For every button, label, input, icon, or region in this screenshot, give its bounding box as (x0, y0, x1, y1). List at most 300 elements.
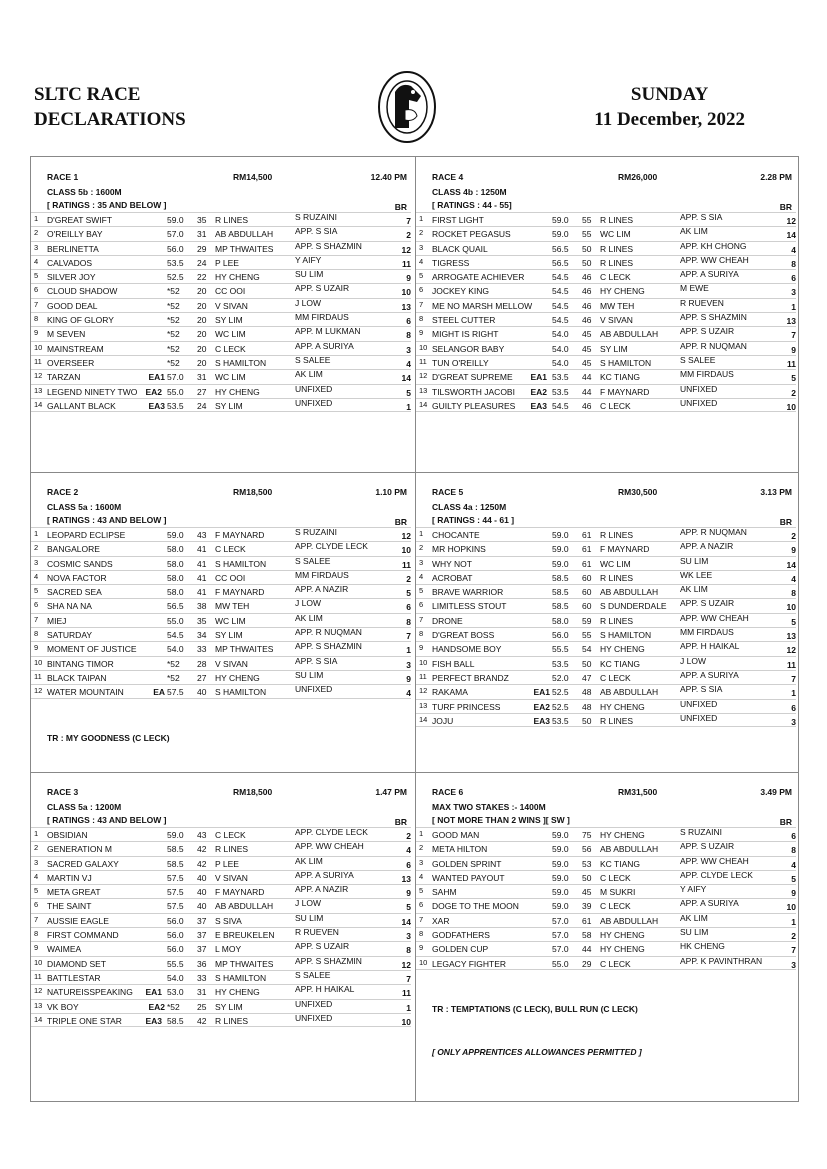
runner-number: 8 (419, 929, 424, 939)
jockey-name: P LEE (215, 858, 239, 869)
br-header: BR (779, 202, 792, 212)
horse-rating: 61 (582, 915, 592, 926)
runner-number: 8 (34, 629, 39, 639)
horse-weight: 57.0 (167, 372, 184, 383)
horse-weight: *52 (167, 300, 180, 311)
runner-number: 1 (34, 829, 39, 838)
trainer-name: APP. S SHAZMIN (295, 955, 362, 966)
horse-rating: 61 (582, 530, 592, 540)
runner-number: 2 (34, 228, 39, 238)
horse-rating: 44 (582, 944, 592, 955)
horse-weight: 59.0 (552, 215, 569, 225)
runner-row (31, 598, 411, 612)
header-title-line1: SLTC RACE (34, 84, 141, 105)
trainer-name: S SALEE (680, 354, 716, 365)
horse-rating: 39 (582, 901, 592, 912)
horse-rating: 46 (582, 286, 592, 297)
trainer-name: S SALEE (295, 354, 331, 365)
horse-name-text: MAINSTREAM (47, 343, 104, 354)
horse-name (432, 557, 472, 571)
runner-row (31, 398, 411, 412)
horse-weight: *52 (167, 315, 180, 326)
barrier-number: 4 (791, 244, 796, 255)
horse-name-text: SATURDAY (47, 630, 93, 641)
horse-name-text: TARZAN (47, 372, 81, 383)
horse-weight: 59.0 (552, 830, 569, 840)
race-time: 3.49 PM (760, 787, 792, 797)
br-header: BR (394, 817, 407, 827)
barrier-number: 7 (406, 973, 411, 984)
barrier-number: 10 (786, 902, 796, 913)
horse-weight: 59.0 (552, 901, 569, 912)
race-rating: [ NOT MORE THAN 2 WINS ][ SW ] (432, 815, 570, 825)
race-name: RACE 6 (432, 787, 464, 797)
horse-name-text: DRONE (432, 615, 463, 626)
header-date: 11 December, 2022 (594, 109, 745, 130)
jockey-name: WC LIM (600, 229, 631, 240)
horse-rating: 27 (197, 386, 207, 397)
horse-weight: 54.5 (552, 272, 569, 283)
trainer-name: APP. CLYDE LECK (295, 541, 368, 552)
horse-weight: 58.0 (167, 544, 184, 555)
runner-row (416, 269, 796, 283)
horse-name (432, 842, 487, 856)
horse-name (47, 628, 92, 642)
horse-name-text: META HILTON (432, 844, 488, 855)
horse-name (47, 227, 102, 241)
horse-name-text: ME NO MARSH MELLOW (432, 300, 533, 311)
horse-name (47, 571, 107, 585)
horse-rating: 43 (197, 830, 207, 840)
runner-row (416, 398, 796, 412)
runner-row (31, 870, 411, 884)
trainer-name: APP. A SURIYA (680, 669, 739, 680)
barrier-number: 14 (786, 559, 796, 570)
runner-number: 10 (419, 657, 428, 667)
trainer-name: J LOW (295, 297, 321, 308)
horse-rating: 75 (582, 830, 592, 840)
trainer-name: APP. S SHAZMIN (680, 312, 747, 323)
br-header: BR (779, 817, 792, 827)
barrier-number: 2 (791, 387, 796, 398)
trainer-name: R RUEVEN (295, 927, 339, 938)
horse-name-text: MARTIN VJ (47, 872, 92, 883)
race-class: CLASS 4a : 1250M (432, 502, 507, 512)
barrier-number: 12 (401, 244, 411, 255)
horse-weight: 55.5 (552, 644, 569, 655)
horse-rating: 61 (582, 558, 592, 569)
barrier-number: 2 (791, 931, 796, 942)
jockey-name: S HAMILTON (600, 357, 652, 368)
trainer-name: APP. S SHAZMIN (295, 240, 362, 251)
barrier-number: 4 (791, 573, 796, 584)
horse-name-text: LIMITLESS STOUT (432, 601, 507, 612)
barrier-number: 8 (406, 330, 411, 341)
jockey-name: WC LIM (215, 615, 246, 626)
race-rating: [ RATINGS : 43 AND BELOW ] (47, 515, 167, 525)
runner-row (31, 641, 411, 655)
jockey-name: CC OOI (215, 286, 246, 297)
jockey-name: MW TEH (215, 601, 250, 612)
runner-row (416, 312, 796, 326)
trainer-name: WK LEE (680, 569, 713, 580)
runner-number: 9 (419, 643, 424, 653)
horse-weight: *52 (167, 1001, 180, 1012)
trainer-name: S RUZAINI (295, 212, 338, 222)
jockey-name: AB ABDULLAH (600, 329, 659, 340)
jockey-name: C LECK (600, 672, 631, 683)
runner-list (31, 827, 411, 1027)
jockey-name: C LECK (600, 958, 631, 969)
horse-weight: 53.5 (552, 658, 569, 669)
horse-name (432, 213, 484, 227)
race2-track-note: TR : MY GOODNESS (C LECK) (47, 733, 170, 743)
jockey-name: HY CHENG (600, 701, 645, 712)
horse-name (47, 385, 162, 399)
horse-weight: 59.0 (167, 530, 184, 540)
jockey-name: KC TIANG (600, 858, 640, 869)
runner-number: 13 (419, 385, 428, 395)
emergency-tag: EA1 (533, 687, 550, 698)
horse-weight: 57.5 (167, 872, 184, 883)
trainer-name: Y AIFY (295, 254, 322, 265)
emergency-tag: EA1 (530, 372, 547, 383)
header-title-line2: DECLARATIONS (34, 109, 186, 130)
horse-name-text: SELANGOR BABY (432, 343, 505, 354)
trainer-name: MM FIRDAUS (680, 627, 734, 638)
runner-row (416, 212, 796, 226)
trainer-name: R RUEVEN (680, 297, 724, 308)
horse-name (432, 242, 488, 256)
runner-row (31, 927, 411, 941)
horse-name (432, 399, 547, 413)
barrier-number: 10 (786, 401, 796, 412)
horse-weight: 58.5 (552, 601, 569, 612)
trainer-name: APP. M LUKMAN (295, 326, 361, 337)
barrier-number: 1 (406, 1002, 411, 1013)
trainer-name: J LOW (295, 598, 321, 609)
jockey-name: HY CHENG (600, 944, 645, 955)
jockey-name: V SIVAN (215, 658, 248, 669)
horse-rating: 33 (197, 644, 207, 655)
runner-number: 7 (419, 914, 424, 924)
jockey-name: HY CHENG (215, 272, 260, 283)
horse-name-text: HANDSOME BOY (432, 644, 502, 655)
barrier-number: 6 (406, 316, 411, 327)
horse-weight: 59.0 (552, 544, 569, 555)
emergency-tag: EA3 (530, 400, 547, 411)
trainer-name: APP. A SURIYA (295, 869, 354, 880)
runner-number: 4 (419, 871, 424, 881)
horse-rating: 55 (582, 215, 592, 225)
race-class: CLASS 5b : 1600M (47, 187, 122, 197)
horse-weight: 59.0 (167, 215, 184, 225)
runner-number: 14 (419, 399, 428, 409)
barrier-number: 12 (401, 531, 411, 541)
jockey-name: M SUKRI (600, 887, 636, 898)
horse-name-text: DOGE TO THE MOON (432, 901, 519, 912)
horse-name-text: FISH BALL (432, 658, 475, 669)
horse-name (47, 899, 91, 913)
runner-row (31, 656, 411, 670)
runner-number: 2 (419, 843, 424, 853)
jockey-name: C LECK (600, 872, 631, 883)
horse-weight: 54.5 (552, 286, 569, 297)
horse-rating: 45 (582, 329, 592, 340)
race-card (31, 172, 415, 412)
horse-rating: 36 (197, 958, 207, 969)
barrier-number: 11 (787, 659, 796, 670)
runner-row (31, 898, 411, 912)
horse-name-text: COSMIC SANDS (47, 558, 113, 569)
horse-name-text: STEEL CUTTER (432, 315, 496, 326)
horse-name-text: SACRED SEA (47, 587, 102, 598)
horse-name (47, 284, 117, 298)
runner-row (416, 713, 796, 727)
runner-number: 6 (419, 600, 424, 610)
horse-name-text: NATUREISSPEAKING (47, 987, 133, 998)
horse-rating: 20 (197, 315, 207, 326)
horse-rating: 42 (197, 858, 207, 869)
barrier-number: 12 (786, 645, 796, 656)
jockey-name: P LEE (215, 257, 239, 268)
horse-name-text: WAIMEA (47, 944, 82, 955)
runner-row (416, 355, 796, 369)
horse-name (432, 599, 506, 613)
horse-name-text: CHOCANTE (432, 530, 480, 540)
horse-rating: 44 (582, 372, 592, 383)
horse-rating: 42 (197, 1015, 207, 1026)
race-time: 3.13 PM (760, 487, 792, 497)
barrier-number: 10 (401, 1016, 411, 1027)
horse-rating: 46 (582, 400, 592, 411)
horse-rating: 31 (197, 987, 207, 998)
runner-row (416, 656, 796, 670)
horse-rating: 31 (197, 372, 207, 383)
horse-rating: 53 (582, 858, 592, 869)
horse-rating: 40 (197, 872, 207, 883)
horse-name (47, 327, 85, 341)
barrier-number: 3 (791, 959, 796, 970)
horse-rating: 41 (197, 572, 207, 583)
race-time: 1.10 PM (375, 487, 407, 497)
horse-weight: 54.0 (552, 329, 569, 340)
trainer-name: UNFIXED (295, 684, 333, 695)
horse-name-text: SAHM (432, 887, 457, 898)
horse-name (47, 885, 101, 899)
horse-name-text: GOLDEN SPRINT (432, 858, 502, 869)
horse-rating: 46 (582, 272, 592, 283)
runner-number: 1 (34, 214, 39, 223)
horse-name (47, 528, 125, 542)
jockey-name: HY CHENG (215, 672, 260, 683)
horse-name-text: LEGEND NINETY TWO (47, 386, 138, 397)
horse-weight: 57.0 (167, 229, 184, 240)
race-time: 12.40 PM (370, 172, 407, 182)
jockey-name: V SIVAN (215, 300, 248, 311)
barrier-number: 7 (406, 631, 411, 642)
barrier-number: 2 (406, 831, 411, 841)
runner-number: 9 (34, 643, 39, 653)
barrier-number: 4 (791, 859, 796, 870)
horse-name-text: SACRED GALAXY (47, 858, 119, 869)
horse-name (432, 614, 463, 628)
runner-number: 9 (34, 943, 39, 953)
runner-number: 10 (34, 342, 43, 352)
barrier-number: 5 (406, 387, 411, 398)
emergency-tag: EA3 (533, 715, 550, 726)
race-card (416, 172, 800, 412)
horse-rating: 40 (197, 887, 207, 898)
runner-list (31, 527, 411, 699)
jockey-name: R LINES (600, 715, 634, 726)
horse-weight: 59.0 (552, 530, 569, 540)
race-card (31, 787, 415, 1027)
trainer-name: SU LIM (295, 269, 324, 280)
runner-number: 4 (34, 571, 39, 581)
horse-name (47, 599, 92, 613)
horse-name (47, 642, 137, 656)
horse-weight: 53.0 (167, 987, 184, 998)
barrier-number: 12 (786, 216, 796, 226)
horse-rating: 37 (197, 930, 207, 941)
jockey-name: HY CHENG (600, 286, 645, 297)
horse-name-text: TRIPLE ONE STAR (47, 1015, 122, 1026)
jockey-name: L MOY (215, 944, 242, 955)
declarations-grid (30, 156, 799, 1102)
jockey-name: F MAYNARD (600, 544, 650, 555)
horse-rating: 61 (582, 544, 592, 555)
emergency-tag: EA3 (145, 1015, 162, 1026)
runner-row (416, 898, 796, 912)
race-rating: [ RATINGS : 44 - 55] (432, 200, 512, 210)
horse-name-text: MOMENT OF JUSTICE (47, 644, 137, 655)
horse-name-text: LEOPARD ECLIPSE (47, 530, 126, 540)
trainer-name: AK LIM (680, 226, 708, 237)
horse-name-text: AUSSIE EAGLE (47, 915, 109, 926)
horse-rating: 34 (197, 630, 207, 641)
horse-name (47, 242, 99, 256)
barrier-number: 13 (786, 631, 796, 642)
barrier-number: 6 (791, 273, 796, 284)
trainer-name: J LOW (680, 655, 706, 666)
horse-weight: 56.0 (167, 930, 184, 941)
runner-row (416, 283, 796, 297)
horse-name (47, 828, 88, 842)
horse-name (432, 714, 550, 728)
horse-name (47, 1014, 162, 1028)
horse-weight: 55.0 (167, 386, 184, 397)
horse-name-text: FIRST COMMAND (47, 930, 119, 941)
runner-number: 12 (34, 371, 43, 381)
barrier-number: 3 (406, 344, 411, 355)
runner-row (416, 369, 796, 383)
barrier-number: 14 (786, 230, 796, 241)
horse-name-text: BERLINETTA (47, 243, 99, 254)
emergency-tag: EA (153, 687, 165, 698)
horse-weight: 56.5 (167, 601, 184, 612)
horse-name-text: OVERSEER (47, 357, 95, 368)
horse-rating: 45 (582, 887, 592, 898)
barrier-number: 9 (406, 273, 411, 284)
trainer-name: AK LIM (680, 912, 708, 923)
runner-row (416, 556, 796, 570)
runner-number: 10 (419, 957, 428, 967)
runner-number: 11 (34, 356, 42, 366)
barrier-number: 14 (401, 916, 411, 927)
runner-row (31, 984, 411, 998)
horse-name-text: BRAVE WARRIOR (432, 587, 504, 598)
jockey-name: S HAMILTON (215, 972, 267, 983)
horse-rating: 56 (582, 844, 592, 855)
horse-name-text: TIGRESS (432, 257, 470, 268)
barrier-number: 9 (406, 673, 411, 684)
horse-weight: 52.0 (552, 672, 569, 683)
horse-name-text: THE SAINT (47, 901, 92, 912)
runner-number: 6 (34, 600, 39, 610)
race-rating: [ RATINGS : 35 AND BELOW ] (47, 200, 167, 210)
runner-list (416, 212, 796, 412)
runner-row (31, 670, 411, 684)
race-time: 1.47 PM (375, 787, 407, 797)
jockey-name: WC LIM (215, 372, 246, 383)
trainer-name: APP. H HAIKAL (295, 984, 355, 995)
grid-divider-horizontal (31, 472, 798, 473)
horse-weight: 56.5 (552, 243, 569, 254)
barrier-number: 14 (401, 373, 411, 384)
horse-rating: 20 (197, 300, 207, 311)
barrier-number: 5 (791, 873, 796, 884)
runner-number: 1 (419, 829, 424, 838)
horse-weight: 57.0 (552, 944, 569, 955)
race-prize: RM14,500 (233, 172, 273, 182)
horse-weight: 58.5 (552, 587, 569, 598)
trainer-name: HK CHENG (680, 941, 725, 952)
horse-weight: *52 (167, 672, 180, 683)
horse-weight: 54.0 (167, 972, 184, 983)
jockey-name: C LECK (215, 343, 246, 354)
jockey-name: AB ABDULLAH (215, 229, 274, 240)
jockey-name: SY LIM (215, 315, 243, 326)
horse-rating: 45 (582, 343, 592, 354)
horse-rating: 54 (582, 644, 592, 655)
race-card (31, 487, 415, 699)
barrier-number: 6 (791, 831, 796, 841)
horse-rating: 33 (197, 972, 207, 983)
jockey-name: C LECK (600, 400, 631, 411)
runner-number: 11 (419, 671, 427, 681)
jockey-name: R LINES (215, 1015, 249, 1026)
trainer-name: APP. A NAZIR (295, 584, 349, 595)
race6-track-note: TR : TEMPTATIONS (C LECK), BULL RUN (C LECK) (432, 1004, 638, 1014)
barrier-number: 8 (791, 588, 796, 599)
trainer-name: SU LIM (680, 927, 709, 938)
horse-weight: 57.5 (167, 687, 184, 698)
trainer-name: APP. S SIA (295, 655, 338, 666)
horse-name (47, 213, 112, 227)
barrier-number: 3 (791, 716, 796, 727)
horse-name (432, 528, 480, 542)
horse-weight: 55.5 (167, 958, 184, 969)
horse-rating: 35 (197, 215, 207, 225)
race-name: RACE 5 (432, 487, 464, 497)
runner-number: 7 (34, 299, 39, 309)
emergency-tag: EA2 (145, 386, 162, 397)
barrier-number: 9 (791, 344, 796, 355)
runner-number: 5 (34, 586, 39, 596)
runner-row (31, 584, 411, 598)
horse-rating: 50 (582, 715, 592, 726)
